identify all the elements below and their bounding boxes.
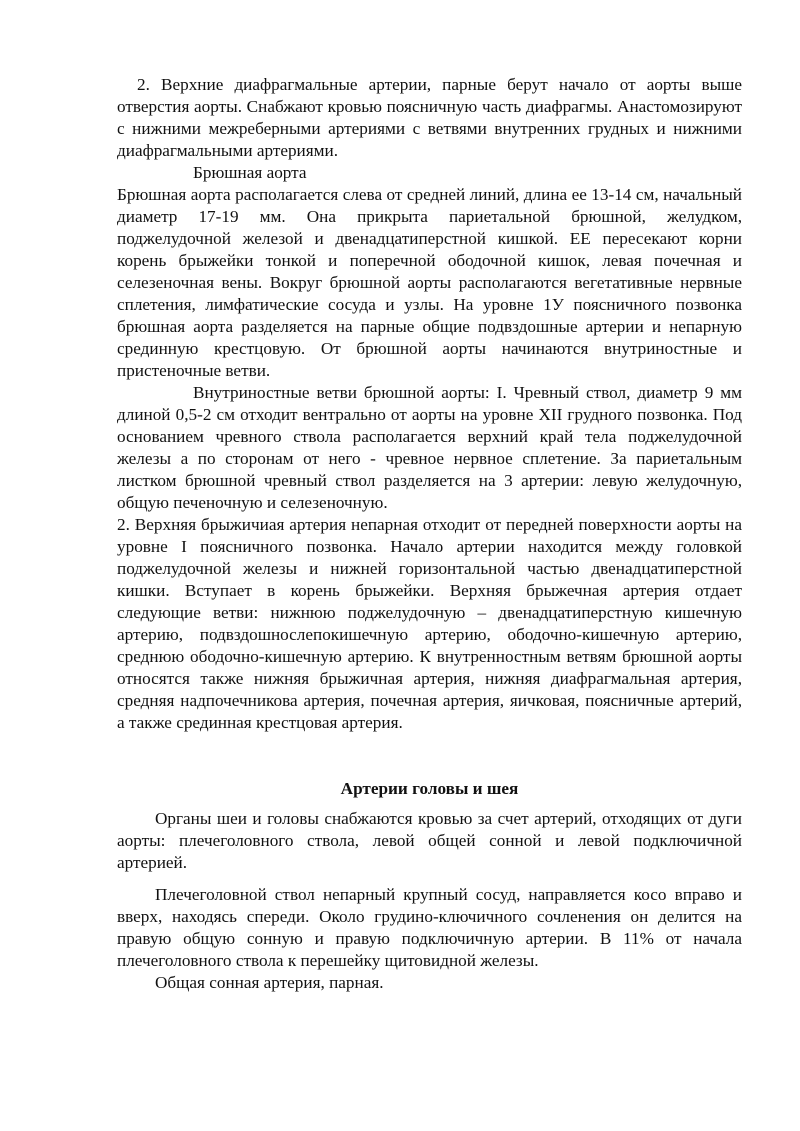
paragraph-abdominal-aorta: Брюшная аорта располагается слева от средней линий, длина ее 13-14 см, начальный диаметр 17-19 мм. Она прикрыта париетальной брюшной, желудком, поджелудочной железой и двенадцатиперстной кишкой. ЕЕ пересекают корни корень брыжейки тонкой и поперечной ободочной кишок, левая почечная и селезеночная вены. Вокруг брюшной аорты располагаются вегетативные нервные сплетения, лимфатические сосуда и узлы. На уровне 1У поясничного позвонка брюшная аорта разделяется на парные общие подвздошные артерии и непарную срединную крестцовую. От брюшной аорты начинаются внутриностные и пристеночные ветви. — [117, 185, 742, 380]
subheading-abdominal-aorta: Брюшная аорта — [193, 163, 307, 182]
paragraph-superior-phrenic-arteries: 2. Верхние диафрагмальные артерии, парные берут начало от аорты выше отверстия аорты. Снабжают кровью поясничную часть диафрагмы. Анастомозируют с нижними межреберными артериями с ветвями внутренних грудных и нижними диафрагмальными артериями. — [117, 75, 742, 160]
paragraph-common-carotid-artery: Общая сонная артерия, парная. — [155, 973, 384, 992]
paragraph-neck-head-supply: Органы шеи и головы снабжаются кровью за счет артерий, отходящих от дуги аорты: плечеголовного ствола, левой общей сонной и левой подключичной артерией. — [117, 809, 742, 872]
section-heading-head-neck-arteries: Артерии головы и шея — [340, 779, 519, 798]
paragraph-superior-mesenteric-artery: 2. Верхняя брыжичиая артерия непарная отходит от передней поверхности аорты на уровне I поясничного позвонка. Начало артерии находится между головкой поджелудочной железы и нижней горизонтальной частью двенадцатиперстной кишки. Вступает в корень брыжейки. Верхняя брыжечная артерия отдает следующие ветви: нижнюю поджелудочную – двенадцатиперстную кишечную артерию, подвздошнослепокишечную артерию, ободочно-кишечную артерию, среднюю ободочно-кишечную артерию. К внутренностным ветвям брюшной аорты относятся также нижняя брыжичная артерия, нижняя диафрагмальная артерия, средняя надпочечникова артерия, почечная артерия, яичковая, поясничные артерий, а также срединная крестцовая артерия. — [117, 515, 742, 732]
page-content — [117, 74, 742, 994]
section-spacer — [117, 734, 742, 778]
paragraph-brachiocephalic-trunk: Плечеголовной ствол непарный крупный сосуд, направляется косо вправо и вверх, находясь спереди. Около грудино-ключичного сочленения он делится на правую общую сонную и правую подключичную артерии. В 11% от начала плечеголовного ствола к перешейку щитовидной железы. — [117, 885, 742, 970]
paragraph-visceral-branches: Внутриностные ветви брюшной аорты: I. Чревный ствол, диаметр 9 мм длиной 0,5-2 см отходит вентрально от аорты на уровне XII грудного позвонка. Под основанием чревного ствола располагается верхний край тела поджелудочной железы а по сторонам от него - чревное нервное сплетение. За париетальным листком брюшной чревный ствол разделяется на 3 артерии: левую желудочную, общую печеночную и селезеночную. — [117, 383, 742, 512]
